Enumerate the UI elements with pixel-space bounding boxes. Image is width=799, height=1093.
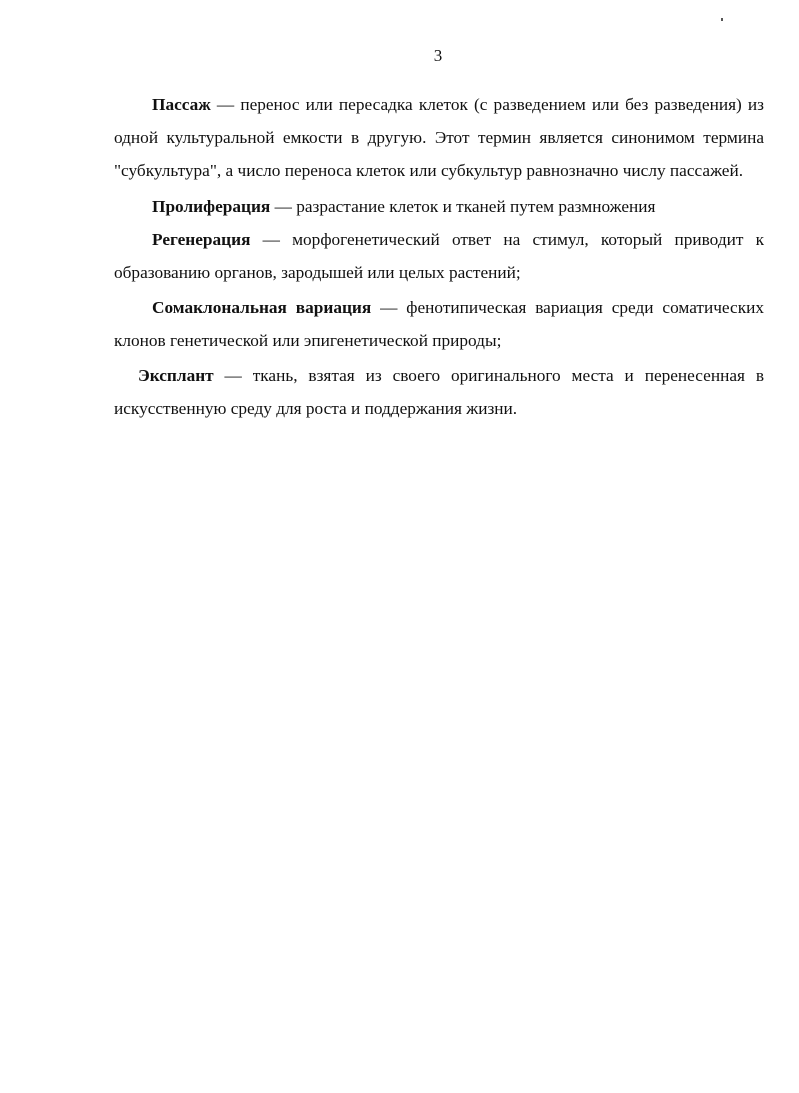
glossary-content [114,88,764,425]
glossary-term: Пассаж [152,95,211,114]
scan-artifact-mark [721,18,723,21]
glossary-term: Регенерация [152,230,251,249]
glossary-term: Эксплант [138,366,214,385]
glossary-definition: — перенос или пересадка клеток (с разведением или без разведения) из одной культуральной емкости в другую. Этот термин является синонимом термина "субкультура", а число переноса клеток или субкультур равнозначно числу пассажей. [114,95,764,180]
page-number: 3 [433,46,443,65]
glossary-definition: — фенотипическая вариация среди соматических клонов генетической или эпигенетической природы; [114,298,764,350]
glossary-entry-explant [114,359,764,425]
glossary-entry-regeneration [114,223,764,289]
glossary-entry-proliferation [114,190,764,223]
glossary-definition: — ткань, взятая из своего оригинального места и перенесенная в искусственную среду для роста и поддержания жизни. [114,366,764,418]
glossary-definition: — разрастание клеток и тканей путем размножения [270,197,656,216]
glossary-term: Сомаклональная вариация [152,298,372,317]
glossary-term: Пролиферация [152,197,271,216]
glossary-entry-somaclonal-variation [114,291,764,357]
glossary-definition: — морфогенетический ответ на стимул, который приводит к образованию органов, зародышей или целых растений; [114,230,764,282]
glossary-entry-passage [114,88,764,187]
